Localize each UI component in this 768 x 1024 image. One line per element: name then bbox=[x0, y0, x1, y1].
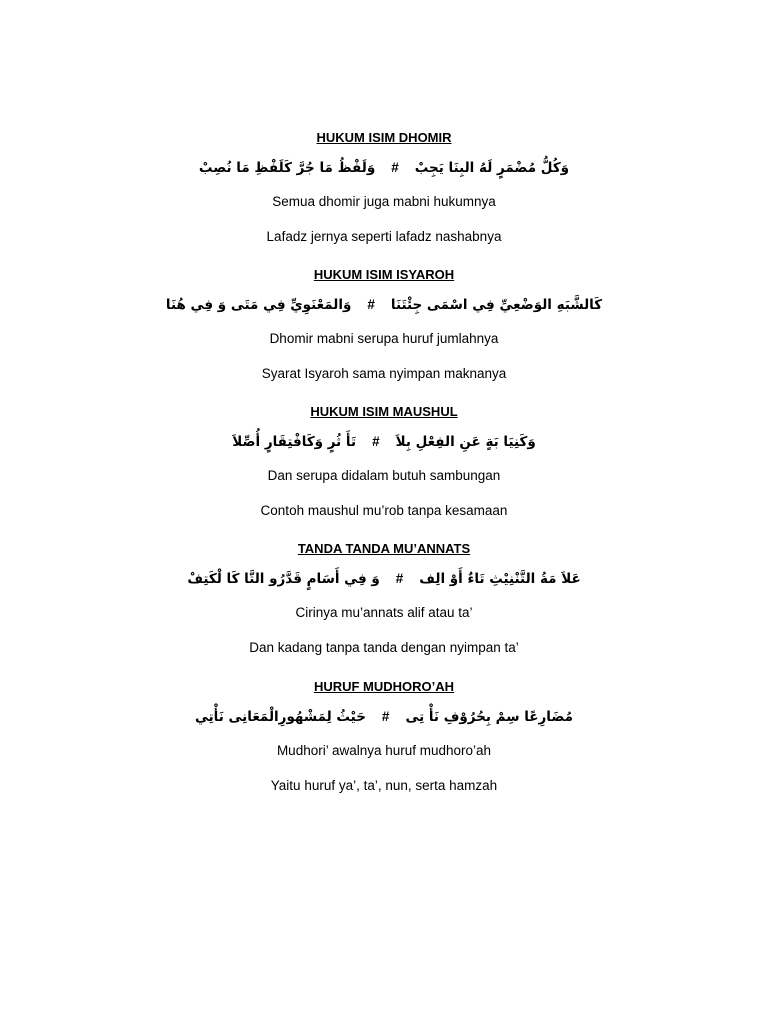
verse-second-half: وَلَفْظُ مَا جُرَّ كَلَفْظِ مَا نُصِبْ bbox=[198, 160, 376, 176]
section-heading: HURUF MUDHORO’AH bbox=[313, 679, 455, 694]
verse-separator: # bbox=[372, 434, 380, 449]
verse-second-half: وَ فِي أَسَامٍ قَدَّرُو التَّا كَا لْكَتِفْ bbox=[187, 571, 380, 587]
verse-second-half: وَالمَعْنَوِيِّ فِي مَتَى وَ فِي هُنَا bbox=[165, 297, 352, 313]
section-heading: HUKUM ISIM MAUSHUL bbox=[310, 404, 458, 419]
translation-line-1: Dan serupa didalam butuh sambungan bbox=[267, 468, 501, 483]
verse-first-half: عَلاَ مَةُ التَّنْنِيْثِ تَاءٌ أَوْ الِف bbox=[419, 571, 581, 587]
translation-line-1: Dhomir mabni serupa huruf jumlahnya bbox=[269, 331, 499, 346]
arabic-verse bbox=[0, 292, 768, 318]
arabic-verse bbox=[0, 429, 768, 455]
verse-separator: # bbox=[367, 297, 375, 312]
translation-line-2: Yaitu huruf ya’, ta’, nun, serta hamzah bbox=[270, 778, 498, 793]
translation-line-1: Semua dhomir juga mabni hukumnya bbox=[272, 194, 496, 209]
verse-separator: # bbox=[395, 571, 404, 586]
verse-first-half: وَكَنِيَا بَةٍ عَنِ الفِعْلِ بِلاَ bbox=[395, 434, 536, 450]
section-heading: HUKUM ISIM DHOMIR bbox=[316, 130, 452, 145]
translation-line-2: Dan kadang tanpa tanda dengan nyimpan ta’ bbox=[249, 640, 519, 655]
section-huruf-mudhoroah bbox=[0, 678, 768, 795]
verse-first-half: كَالشَّبَهِ الوَضْعِيِّ فِي اسْمَى جِئْتَنَا bbox=[390, 297, 603, 313]
arabic-verse bbox=[0, 704, 768, 730]
arabic-verse bbox=[0, 155, 768, 181]
section-hukum-isim-isyaroh bbox=[0, 266, 768, 383]
verse-separator: # bbox=[381, 709, 390, 724]
translation-line-1: Mudhori’ awalnya huruf mudhoro’ah bbox=[276, 743, 492, 758]
section-heading: HUKUM ISIM ISYAROH bbox=[313, 267, 455, 282]
translation-line-2: Syarat Isyaroh sama nyimpan maknanya bbox=[261, 366, 507, 381]
verse-first-half: مُضَارِعًا سِمْ بِحُرُوْفِ نَأْ تِى bbox=[405, 709, 574, 725]
verse-second-half: تَأَ ثُرٍ وَكَافْتِقَارٍ أُصِّلاَ bbox=[232, 434, 357, 450]
verse-first-half: وَكُلُّ مُضْمَرٍ لَهُ البِنَا يَجِبْ bbox=[414, 160, 570, 176]
section-tanda-tanda-muannats bbox=[0, 540, 768, 657]
verse-second-half: حَيْثُ لِمَشْهُورِالْمَعَانِى نَأْتِي bbox=[194, 709, 366, 725]
verse-separator: # bbox=[391, 160, 399, 175]
translation-line-2: Lafadz jernya seperti lafadz nashabnya bbox=[266, 229, 502, 244]
section-hukum-isim-dhomir bbox=[0, 129, 768, 246]
translation-line-1: Cirinya mu’annats alif atau ta’ bbox=[295, 605, 473, 620]
section-hukum-isim-maushul bbox=[0, 403, 768, 520]
arabic-verse bbox=[0, 566, 768, 592]
section-heading: TANDA TANDA MU’ANNATS bbox=[297, 541, 471, 556]
translation-line-2: Contoh maushul mu’rob tanpa kesamaan bbox=[260, 503, 508, 518]
